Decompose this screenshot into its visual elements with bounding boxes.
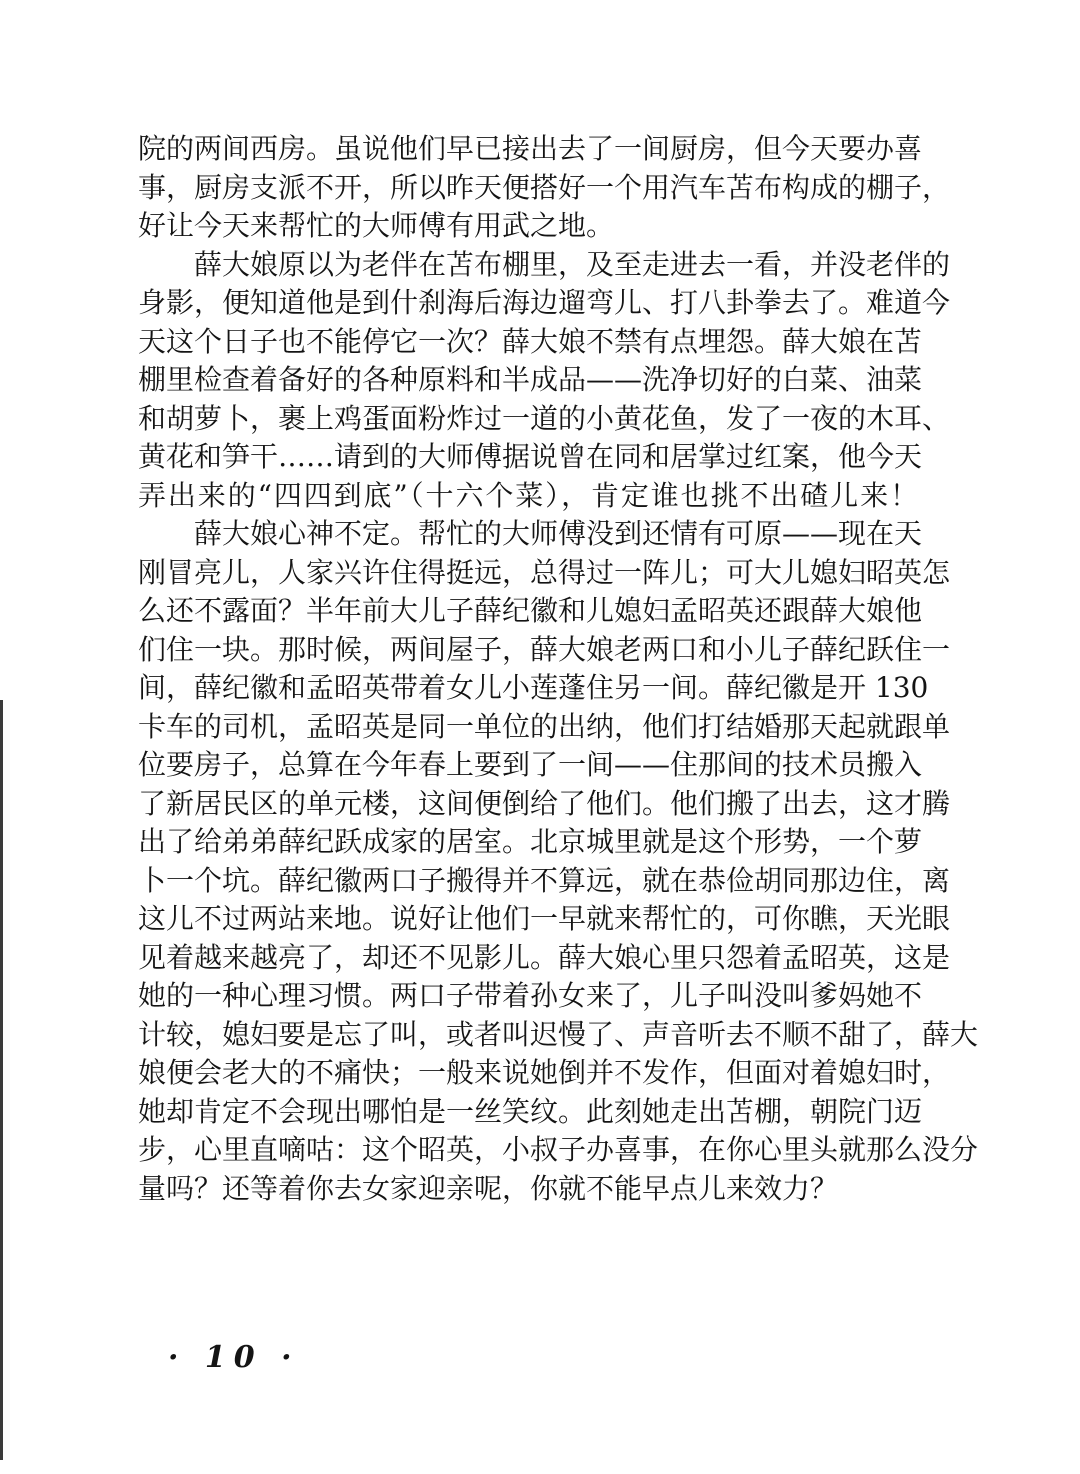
text-line: 棚里检查着备好的各种原料和半成品——洗净切好的白菜、油菜 <box>138 363 923 396</box>
text-line: 黄花和笋干……请到的大师傅据说曾在同和居掌过红案，他今天 <box>138 440 923 473</box>
text-line: 娘便会老大的不痛快；一般来说她倒并不发作，但面对着媳妇时， <box>138 1056 951 1089</box>
text-line: 事，厨房支派不开，所以昨天便搭好一个用汽车苫布构成的棚子， <box>138 170 951 204</box>
text-line: 卜一个坑。薛纪徽两口子搬得并不算远，就在恭俭胡同那边住，离 <box>138 863 951 897</box>
text-line: 了新居民区的单元楼，这间便倒给了他们。他们搬了出去，这才腾 <box>138 786 951 820</box>
page-number: · 10 · <box>168 1340 300 1375</box>
text-line: 这儿不过两站来地。说好让他们一早就来帮忙的，可你瞧，天光眼 <box>138 902 951 935</box>
text-line: 薛大娘原以为老伴在苫布棚里，及至走进去一看，并没老伴的 <box>194 247 951 281</box>
text-line: 她的一种心理习惯。两口子带着孙女来了，儿子叫没叫爹妈她不 <box>138 979 923 1012</box>
text-line: 好让今天来帮忙的大师傅有用武之地。 <box>138 209 615 242</box>
scan-edge-shadow <box>0 700 3 1460</box>
text-line: 量吗？还等着你去女家迎亲呢，你就不能早点儿来效力？ <box>138 1171 839 1205</box>
text-line: 身影，便知道他是到什刹海后海边遛弯儿、打八卦拳去了。难道今 <box>138 286 951 319</box>
text-line: 步，心里直嘀咕：这个昭英，小叔子办喜事，在你心里头就那么没分 <box>138 1133 979 1166</box>
text-line: 院的两间西房。虽说他们早已接出去了一间厨房，但今天要办喜 <box>138 132 923 165</box>
text-line: 么还不露面？半年前大儿子薛纪徽和儿媳妇孟昭英还跟薛大娘他 <box>138 594 923 627</box>
text-line: 们住一块。那时候，两间屋子，薛大娘老两口和小儿子薛纪跃住一 <box>138 632 951 666</box>
text-line: 她却肯定不会现出哪怕是一丝笑纹。此刻她走出苫棚，朝院门迈 <box>138 1094 923 1128</box>
text-line: 间，薛纪徽和孟昭英带着女儿小莲蓬住另一间。薛纪徽是开 130 <box>138 671 929 704</box>
text-line: 和胡萝卜，裹上鸡蛋面粉炸过一道的小黄花鱼，发了一夜的木耳、 <box>138 401 951 435</box>
text-line: 出了给弟弟薛纪跃成家的居室。北京城里就是这个形势，一个萝 <box>138 825 923 858</box>
text-line: 见着越来越亮了，却还不见影儿。薛大娘心里只怨着孟昭英，这是 <box>138 940 951 974</box>
text-line: 计较，媳妇要是忘了叫，或者叫迟慢了、声音听去不顺不甜了，薛大 <box>138 1017 979 1051</box>
text-line: 卡车的司机，孟昭英是同一单位的出纳，他们打结婚那天起就跟单 <box>138 709 951 743</box>
body-text <box>138 130 979 1208</box>
text-line: 刚冒亮儿，人家兴许住得挺远，总得过一阵儿；可大儿媳妇昭英怎 <box>138 555 951 589</box>
text-line: 天这个日子也不能停它一次？薛大娘不禁有点埋怨。薛大娘在苫 <box>138 324 923 358</box>
text-line: 薛大娘心神不定。帮忙的大师傅没到还情有可原——现在天 <box>194 517 923 550</box>
text-line: 弄出来的“四四到底”（十六个菜），肯定谁也挑不出碴儿来！ <box>138 478 918 512</box>
text-line: 位要房子，总算在今年春上要到了一间——住那间的技术员搬入 <box>138 748 923 781</box>
